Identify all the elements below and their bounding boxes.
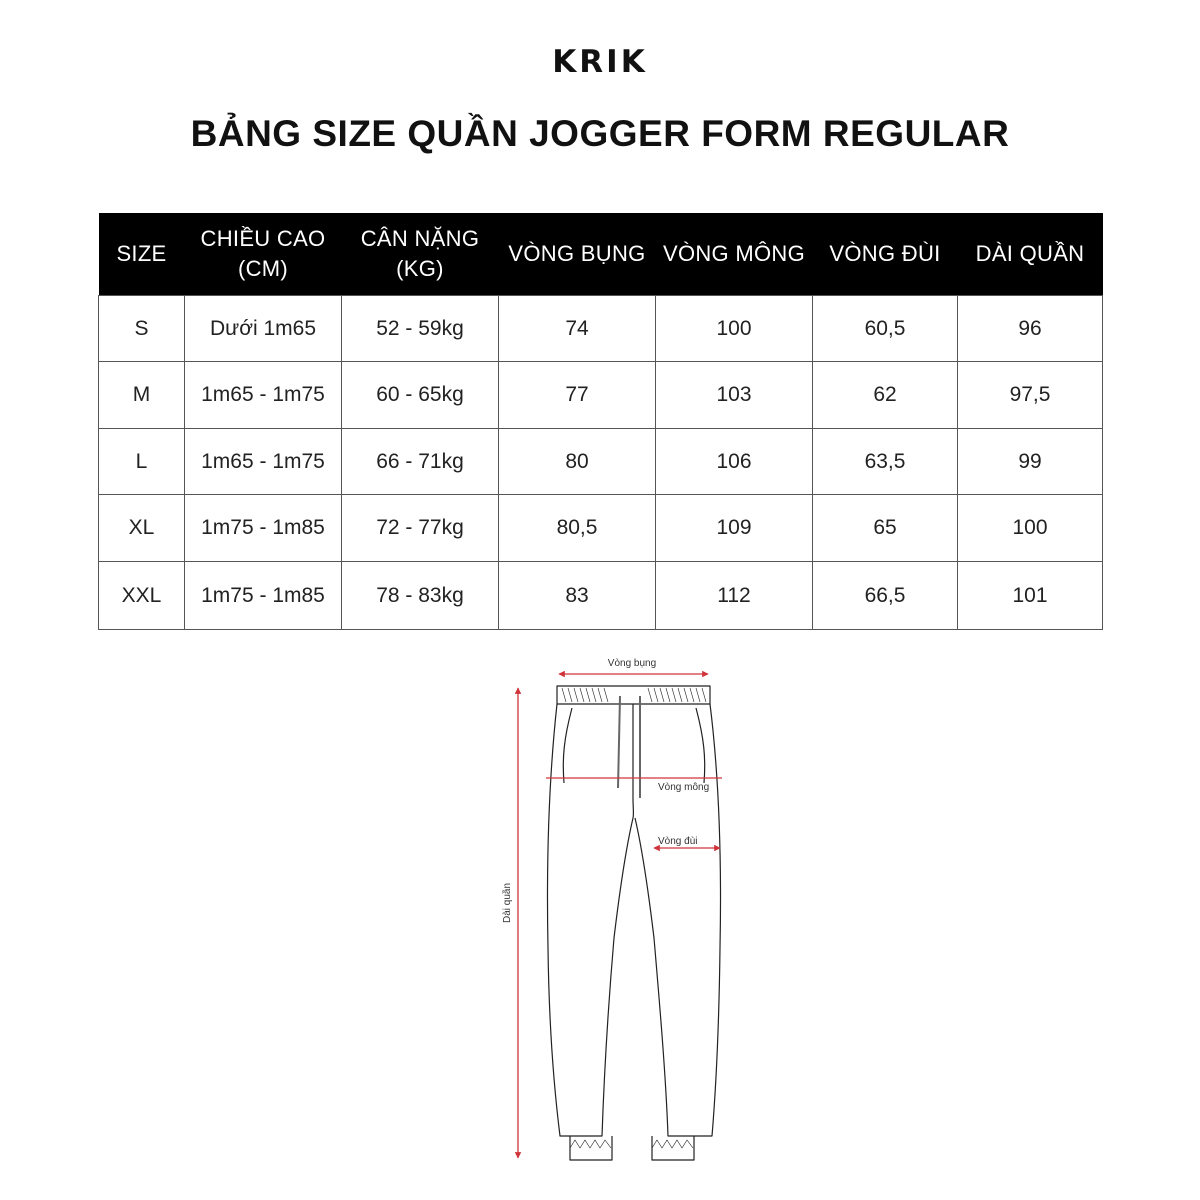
cell-size: M [99, 362, 185, 429]
cell-size: L [99, 429, 185, 495]
cell-thigh: 60,5 [813, 296, 958, 362]
left-pocket [563, 708, 572, 783]
cell-hip: 100 [656, 296, 813, 362]
header-weight: CÂN NẶNG (KG) [342, 213, 499, 296]
cell-height: Dưới 1m65 [185, 296, 342, 362]
right-pocket [696, 708, 705, 783]
brand-logo: KRIK [552, 44, 648, 80]
cell-hip: 106 [656, 429, 813, 495]
size-table [98, 213, 1103, 630]
table-row [99, 429, 1103, 495]
header-height: CHIỀU CAO (CM) [185, 213, 342, 296]
thigh-label: Vòng đùi [658, 836, 698, 847]
cell-weight: 66 - 71kg [342, 429, 499, 495]
cell-hip: 112 [656, 562, 813, 630]
right-leg [635, 704, 721, 1136]
cell-length: 99 [958, 429, 1103, 495]
cell-height: 1m75 - 1m85 [185, 562, 342, 630]
header-thigh: VÒNG ĐÙI [813, 213, 958, 296]
length-label: Dài quần [502, 882, 513, 924]
cell-height: 1m75 - 1m85 [185, 495, 342, 562]
table-row [99, 495, 1103, 562]
pants-outline [547, 686, 720, 1160]
cuff-zigzag [570, 1140, 693, 1148]
right-cuff [652, 1136, 694, 1160]
hip-label: Vòng mông [658, 782, 710, 793]
cell-waist: 74 [499, 296, 656, 362]
cell-thigh: 62 [813, 362, 958, 429]
cell-waist: 77 [499, 362, 656, 429]
page-title: BẢNG SIZE QUẦN JOGGER FORM REGULAR [190, 113, 1010, 154]
table-row [99, 362, 1103, 429]
cell-thigh: 63,5 [813, 429, 958, 495]
cell-thigh: 65 [813, 495, 958, 562]
header-size: SIZE [99, 213, 185, 296]
left-cuff [570, 1136, 612, 1160]
waistband-ruching [562, 688, 706, 702]
header-hip: VÒNG MÔNG [656, 213, 813, 296]
cell-waist: 80,5 [499, 495, 656, 562]
drawstring-left [618, 696, 620, 788]
left-leg [547, 704, 633, 1136]
table-row [99, 296, 1103, 362]
table-row [99, 562, 1103, 630]
cell-size: XL [99, 495, 185, 562]
header-waist: VÒNG BỤNG [499, 213, 656, 296]
cell-length: 101 [958, 562, 1103, 630]
cell-thigh: 66,5 [813, 562, 958, 630]
cell-hip: 109 [656, 495, 813, 562]
cell-waist: 83 [499, 562, 656, 630]
pants-measurement-diagram [480, 648, 740, 1168]
cell-waist: 80 [499, 429, 656, 495]
cell-length: 97,5 [958, 362, 1103, 429]
cell-height: 1m65 - 1m75 [185, 429, 342, 495]
cell-hip: 103 [656, 362, 813, 429]
cell-weight: 60 - 65kg [342, 362, 499, 429]
cell-size: XXL [99, 562, 185, 630]
cell-weight: 78 - 83kg [342, 562, 499, 630]
cell-length: 96 [958, 296, 1103, 362]
cell-weight: 52 - 59kg [342, 296, 499, 362]
table-header-row [99, 213, 1103, 296]
cell-height: 1m65 - 1m75 [185, 362, 342, 429]
cell-size: S [99, 296, 185, 362]
header-length: DÀI QUẦN [958, 213, 1103, 296]
cell-weight: 72 - 77kg [342, 495, 499, 562]
cell-length: 100 [958, 495, 1103, 562]
measurement-lines [518, 674, 722, 1158]
waist-label: Vòng bụng [607, 658, 657, 669]
